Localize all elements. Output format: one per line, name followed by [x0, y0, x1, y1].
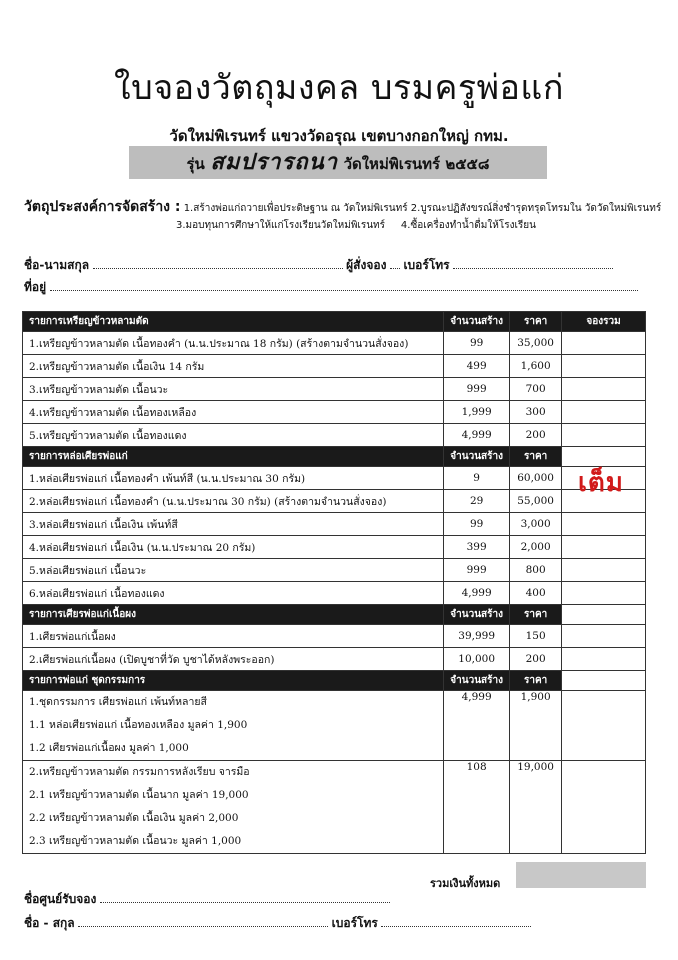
item-price: 19,000	[510, 761, 562, 854]
item-qty: 108	[444, 761, 510, 854]
item-price: 700	[510, 378, 562, 401]
series-suffix: วัดใหม่พิเรนทร์ ๒๕๕๘	[343, 155, 490, 173]
set-line: 1.1 หล่อเศียรพ่อแก่ เนื้อทองเหลือง มูลค่า 1,900	[29, 719, 248, 731]
item-qty: 29	[444, 490, 510, 513]
qty-header: จำนวนสร้าง	[444, 447, 510, 467]
set-line: 2.1 เหรียญข้าวหลามตัด เนื้อนาก มูลค่า 19,000	[29, 789, 249, 801]
table-row	[23, 355, 646, 378]
order-total-cell[interactable]	[562, 536, 646, 559]
section-title: รายการเศียรพ่อแก่เนื้อผง	[23, 605, 444, 625]
price-header: ราคา	[510, 605, 562, 625]
order-total-cell[interactable]	[562, 401, 646, 424]
contact-row	[24, 914, 531, 933]
temple-address: วัดใหม่พิเรนทร์ แขวงวัดอรุณ เขตบางกอกใหญ่ กทม.	[169, 127, 509, 145]
committee-set-row	[23, 691, 646, 761]
address-input[interactable]	[50, 280, 638, 291]
item-qty: 399	[444, 536, 510, 559]
item-qty: 4,999	[444, 582, 510, 605]
qty-header: จำนวนสร้าง	[444, 605, 510, 625]
order-total-cell[interactable]	[562, 761, 646, 854]
purpose-block	[24, 196, 664, 231]
item-qty: 10,000	[444, 648, 510, 671]
item-name: 1.เศียรพ่อแก่เนื้อผง	[23, 625, 444, 648]
item-name: 4.เหรียญข้าวหลามตัด เนื้อทองเหลือง	[23, 401, 444, 424]
sold-out-stamp: เต็ม	[578, 468, 624, 498]
item-qty: 4,999	[444, 691, 510, 761]
order-total-cell[interactable]	[562, 582, 646, 605]
item-name: 2.เหรียญข้าวหลามตัด เนื้อเงิน 14 กรัม	[23, 355, 444, 378]
address-label: ที่อยู่	[24, 280, 47, 294]
section-header	[23, 312, 646, 332]
center-row	[24, 890, 390, 909]
section-header	[23, 447, 646, 467]
address-row	[24, 278, 638, 297]
item-price: 2,000	[510, 536, 562, 559]
name-row	[24, 256, 613, 275]
item-qty: 1,999	[444, 401, 510, 424]
purpose-item: 4.ซื้อเครื่องทำน้ำดื่มให้โรงเรียน	[400, 220, 536, 231]
series-name: สมปรารถนา	[210, 150, 338, 175]
center-input[interactable]	[100, 892, 390, 903]
order-total-cell[interactable]	[562, 625, 646, 648]
order-total-cell[interactable]	[562, 332, 646, 355]
table-row	[23, 424, 646, 447]
contact-name-label: ชื่อ - สกุล	[24, 916, 75, 930]
qty-header: จำนวนสร้าง	[444, 312, 510, 332]
committee-set-row	[23, 761, 646, 854]
order-total-cell[interactable]	[562, 648, 646, 671]
item-price: 60,000	[510, 467, 562, 490]
item-price: 800	[510, 559, 562, 582]
contact-phone-input[interactable]	[381, 916, 531, 927]
set-line: 2.2 เหรียญข้าวหลามตัด เนื้อเงิน มูลค่า 2,000	[29, 812, 239, 824]
item-name: 5.หล่อเศียรพ่อแก่ เนื้อนวะ	[23, 559, 444, 582]
phone-input[interactable]	[453, 258, 613, 269]
section-title: รายการเหรียญข้าวหลามตัด	[23, 312, 444, 332]
contact-phone-label: เบอร์โทร	[331, 916, 378, 930]
table-row	[23, 559, 646, 582]
orderer-label: ผู้สั่งจอง	[346, 258, 387, 272]
item-qty: 99	[444, 332, 510, 355]
item-price: 200	[510, 424, 562, 447]
item-qty: 39,999	[444, 625, 510, 648]
section-header	[23, 671, 646, 691]
price-header: ราคา	[510, 671, 562, 691]
item-price: 1,900	[510, 691, 562, 761]
center-label: ชื่อศูนย์รับจอง	[24, 892, 97, 906]
qty-header: จำนวนสร้าง	[444, 671, 510, 691]
committee-set-lines	[23, 761, 444, 854]
table-row	[23, 378, 646, 401]
total-label: รวมเงินทั้งหมด	[430, 877, 501, 890]
item-qty: 9	[444, 467, 510, 490]
item-name: 2.เศียรพ่อแก่เนื้อผง (เปิดบูชาที่วัด บูชาได้หลังพระออก)	[23, 648, 444, 671]
order-total-cell[interactable]	[562, 378, 646, 401]
section-title: รายการพ่อแก่ ชุดกรรมการ	[23, 671, 444, 691]
purpose-item: 1.สร้างพ่อแก่ถวายเพื่อประดิษฐาน ณ วัดใหม่พิเรนทร์	[183, 203, 408, 214]
order-total-cell[interactable]	[562, 355, 646, 378]
item-name: 6.หล่อเศียรพ่อแก่ เนื้อทองแดง	[23, 582, 444, 605]
order-total-cell[interactable]	[562, 513, 646, 536]
set-line: 2.3 เหรียญข้าวหลามตัด เนื้อนวะ มูลค่า 1,000	[29, 835, 242, 847]
committee-set-lines	[23, 691, 444, 761]
item-price: 55,000	[510, 490, 562, 513]
price-header: ราคา	[510, 312, 562, 332]
item-qty: 4,999	[444, 424, 510, 447]
section-header	[23, 605, 646, 625]
name-label: ชื่อ-นามสกุล	[24, 258, 90, 272]
table-row	[23, 490, 646, 513]
table-row	[23, 513, 646, 536]
item-price: 400	[510, 582, 562, 605]
table-row	[23, 582, 646, 605]
table-row	[23, 625, 646, 648]
item-qty: 999	[444, 559, 510, 582]
set-line: 1.ชุดกรรมการ เศียรพ่อแก่ เพ้นท์หลายสี	[29, 696, 207, 708]
purpose-label: วัตถุประสงค์การจัดสร้าง :	[24, 199, 181, 215]
series-prefix: รุ่น	[186, 155, 205, 173]
table-row	[23, 536, 646, 559]
phone-label: เบอร์โทร	[403, 258, 450, 272]
item-name: 1.เหรียญข้าวหลามตัด เนื้อทองคำ (น.น.ประมาณ 18 กรัม) (สร้างตามจำนวนสั่งจอง)	[23, 332, 444, 355]
set-line: 1.2 เศียรพ่อแก่เนื้อผง มูลค่า 1,000	[29, 742, 189, 754]
total-amount-box[interactable]	[516, 862, 646, 888]
order-total-cell[interactable]	[562, 424, 646, 447]
item-price: 3,000	[510, 513, 562, 536]
item-name: 3.หล่อเศียรพ่อแก่ เนื้อเงิน เพ้นท์สี	[23, 513, 444, 536]
item-name: 3.เหรียญข้าวหลามตัด เนื้อนวะ	[23, 378, 444, 401]
name-input[interactable]	[93, 258, 343, 269]
item-name: 4.หล่อเศียรพ่อแก่ เนื้อเงิน (น.น.ประมาณ 20 กรัม)	[23, 536, 444, 559]
purpose-item: 2.บูรณะปฏิสังขรณ์สิ่งชำรุดทรุดโทรมใน วัดวัดใหม่พิเรนทร์	[410, 203, 662, 214]
item-price: 300	[510, 401, 562, 424]
item-qty: 99	[444, 513, 510, 536]
orderer-input[interactable]	[390, 258, 400, 269]
item-price: 200	[510, 648, 562, 671]
item-qty: 499	[444, 355, 510, 378]
item-name: 5.เหรียญข้าวหลามตัด เนื้อทองแดง	[23, 424, 444, 447]
price-header: ราคา	[510, 447, 562, 467]
section-title: รายการหล่อเศียรพ่อแก่	[23, 447, 444, 467]
item-qty: 999	[444, 378, 510, 401]
purpose-item: 3.มอบทุนการศึกษาให้แก่โรงเรียนวัดใหม่พิเรนทร์	[176, 220, 386, 231]
order-total-cell[interactable]	[562, 691, 646, 761]
table-row	[23, 648, 646, 671]
order-total-cell[interactable]	[562, 559, 646, 582]
item-name: 2.หล่อเศียรพ่อแก่ เนื้อทองคำ (น.น.ประมาณ 30 กรัม) (สร้างตามจำนวนสั่งจอง)	[23, 490, 444, 513]
contact-name-input[interactable]	[78, 916, 328, 927]
item-price: 150	[510, 625, 562, 648]
order-table	[22, 311, 646, 854]
item-price: 1,600	[510, 355, 562, 378]
series-banner	[129, 146, 547, 179]
item-price: 35,000	[510, 332, 562, 355]
set-line: 2.เหรียญข้าวหลามตัด กรรมการหลังเรียบ จารมือ	[29, 766, 250, 778]
table-row	[23, 401, 646, 424]
page-title: ใบจองวัตถุมงคล บรมครูพ่อแก่	[114, 68, 564, 108]
table-row	[23, 332, 646, 355]
total-header: จองรวม	[562, 312, 646, 332]
table-row	[23, 467, 646, 490]
item-name: 1.หล่อเศียรพ่อแก่ เนื้อทองคำ เพ้นท์สี (น.น.ประมาณ 30 กรัม)	[23, 467, 444, 490]
